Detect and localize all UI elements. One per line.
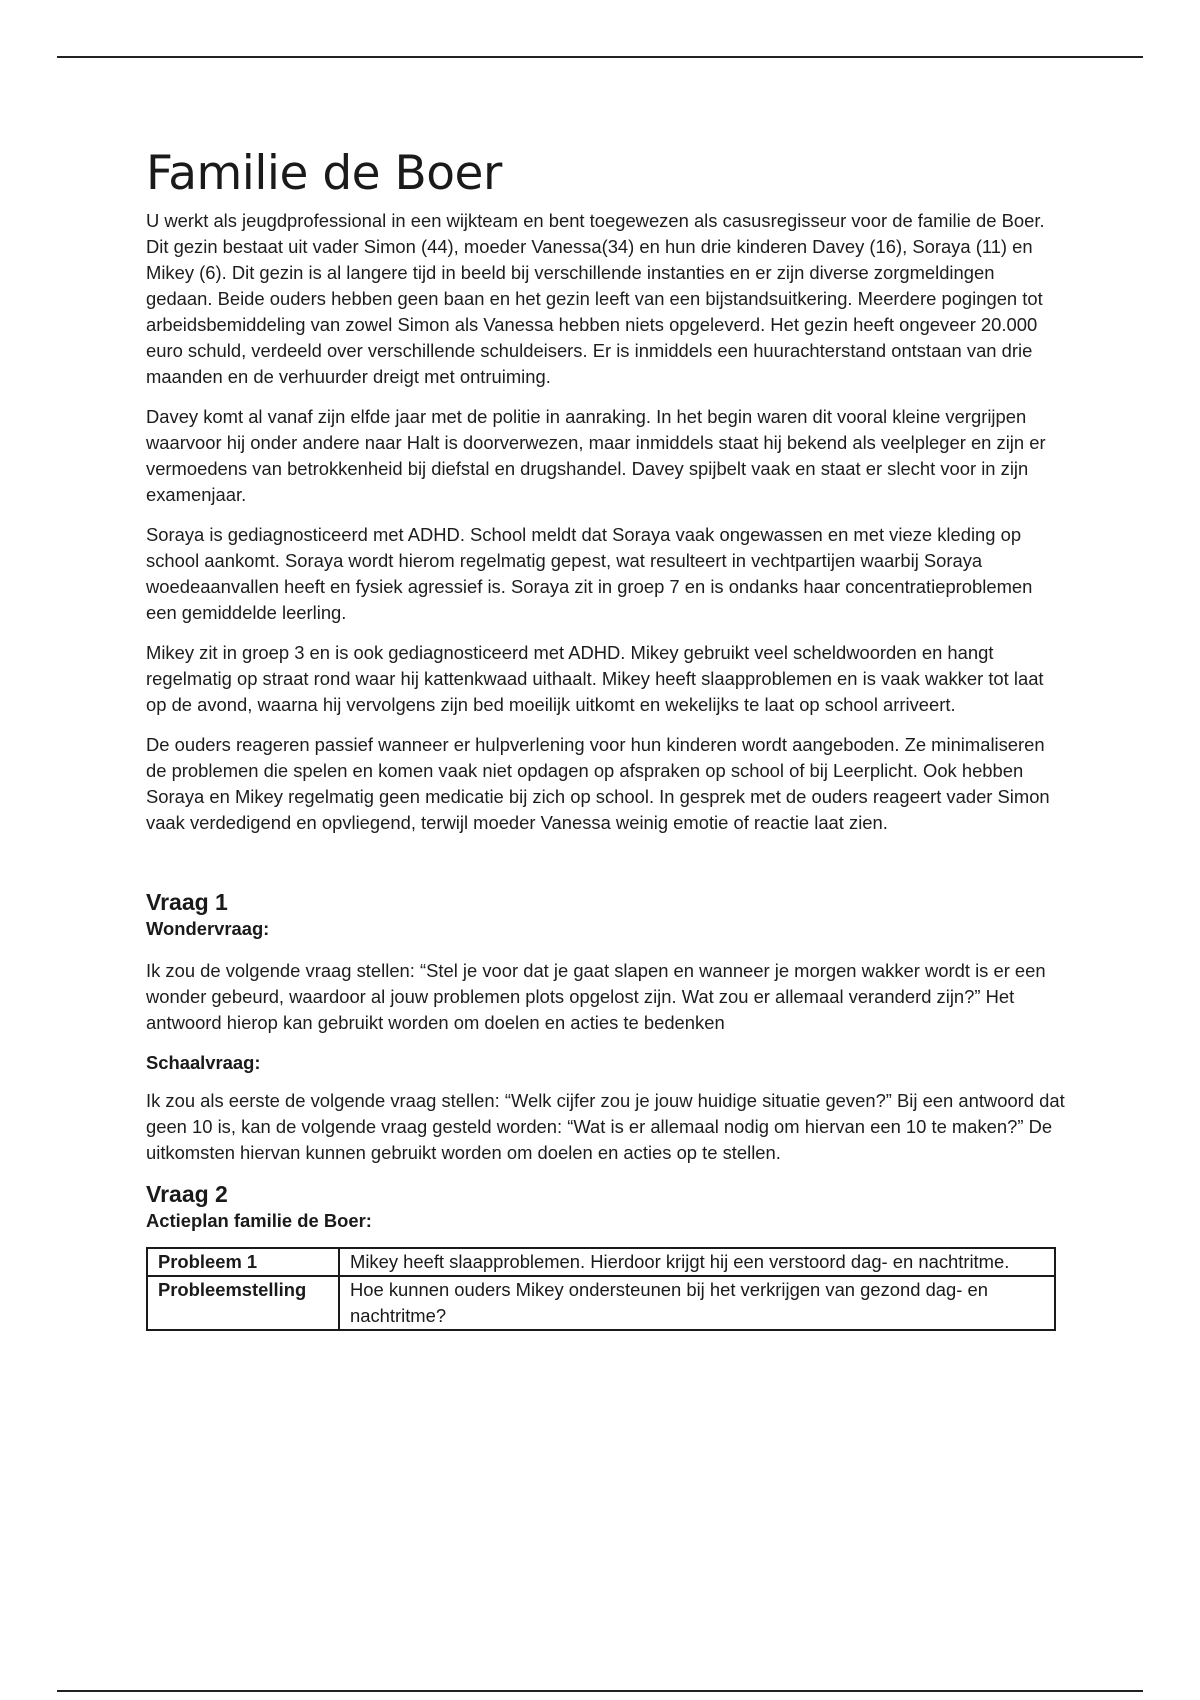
actieplan-label: Actieplan familie de Boer: (146, 1209, 372, 1231)
table-cell-label: Probleem 1 (147, 1248, 339, 1276)
page-content (146, 148, 1066, 1331)
intro-paragraph: Davey komt al vanaf zijn elfde jaar met de politie in aanraking. In het begin waren dit vooral kleine vergrijpen waarvoor hij onder andere naar Halt is doorverwezen, maar inmiddels staat hij bekend als veelpleger en zijn er vermoedens van betrokkenheid bij diefstal en drugshandel. Davey spijbelt vaak en staat er slecht voor in zijn examenjaar. (146, 405, 1046, 505)
schaalvraag-text: Ik zou als eerste de volgende vraag stellen: “Welk cijfer zou je jouw huidige situatie geven?” Bij een antwoord dat geen 10 is, kan de volgende vraag gesteld worden: “Wat is er allemaal nodig om hiervan een 10 te maken?” De uitkomsten hiervan kunnen gebruikt worden om doelen en acties op te stellen. (146, 1089, 1065, 1163)
page-top-rule (57, 56, 1143, 58)
wondervraag-text: Ik zou de volgende vraag stellen: “Stel je voor dat je gaat slapen en wanneer je morgen wakker wordt is er een wonder gebeurd, waardoor al jouw problemen plots opgelost zijn. Wat zou er allemaal veranderd zijn?” Het antwoord hierop kan gebruikt worden om doelen en acties te bedenken (146, 959, 1046, 1033)
intro-paragraph: Soraya is gediagnosticeerd met ADHD. School meldt dat Soraya vaak ongewassen en met vieze kleding op school aankomt. Soraya wordt hierom regelmatig gepest, wat resulteert in vechtpartijen waarbij Soraya woedeaanvallen heeft en fysiek agressief is. Soraya zit in groep 7 en is ondanks haar concentratieproblemen een gemiddelde leerling. (146, 523, 1033, 623)
section-spacer (146, 850, 1066, 888)
wondervraag-label: Wondervraag: (146, 917, 270, 939)
actieplan-table (146, 1247, 1056, 1331)
table-cell-value: Hoe kunnen ouders Mikey ondersteunen bij het verkrijgen van gezond dag- en nachtritme? (339, 1276, 1055, 1330)
intro-paragraph: Mikey zit in groep 3 en is ook gediagnosticeerd met ADHD. Mikey gebruikt veel scheldwoorden en hangt regelmatig op straat rond waar hij kattenkwaad uithaalt. Mikey heeft slaapproblemen en is vaak wakker tot laat op de avond, waarna hij vervolgens zijn bed moeilijk uitkomt en wekelijks te laat op school arriveert. (146, 641, 1044, 715)
page-title: Familie de Boer (146, 146, 502, 201)
intro-paragraph: U werkt als jeugdprofessional in een wijkteam en bent toegewezen als casusregisseur voor de familie de Boer. Dit gezin bestaat uit vader Simon (44), moeder Vanessa(34) en hun drie kinderen Davey (16), Soraya (11) en Mikey (6). Dit gezin is al langere tijd in beeld bij verschillende instanties en er zijn diverse zorgmeldingen gedaan. Beide ouders hebben geen baan en het gezin leeft van een bijstandsuitkering. Meerdere pogingen tot arbeidsbemiddeling van zowel Simon als Vanessa hebben niets opgeleverd. Het gezin heeft ongeveer 20.000 euro schuld, verdeeld over verschillende schuldeisers. Er is inmiddels een huurachterstand ontstaan van drie maanden en de verhuurder dreigt met ontruiming. (146, 209, 1045, 387)
table-row (147, 1248, 1055, 1276)
page-bottom-rule (57, 1690, 1143, 1692)
question-2-heading: Vraag 2 (146, 1180, 228, 1207)
table-cell-label: Probleemstelling (147, 1276, 339, 1330)
schaalvraag-label: Schaalvraag: (146, 1051, 261, 1073)
intro-paragraph: De ouders reageren passief wanneer er hulpverlening voor hun kinderen wordt aangeboden. Ze minimaliseren de problemen die spelen en komen vaak niet opdagen op afspraken op school of bij Leerplicht. Ook hebben Soraya en Mikey regelmatig geen medicatie bij zich op school. In gesprek met de ouders reageert vader Simon vaak verdedigend en opvliegend, terwijl moeder Vanessa weinig emotie of reactie laat zien. (146, 733, 1050, 833)
table-cell-value: Mikey heeft slaapproblemen. Hierdoor krijgt hij een verstoord dag- en nachtritme. (339, 1248, 1055, 1276)
table-row (147, 1276, 1055, 1330)
question-1-heading: Vraag 1 (146, 888, 228, 915)
